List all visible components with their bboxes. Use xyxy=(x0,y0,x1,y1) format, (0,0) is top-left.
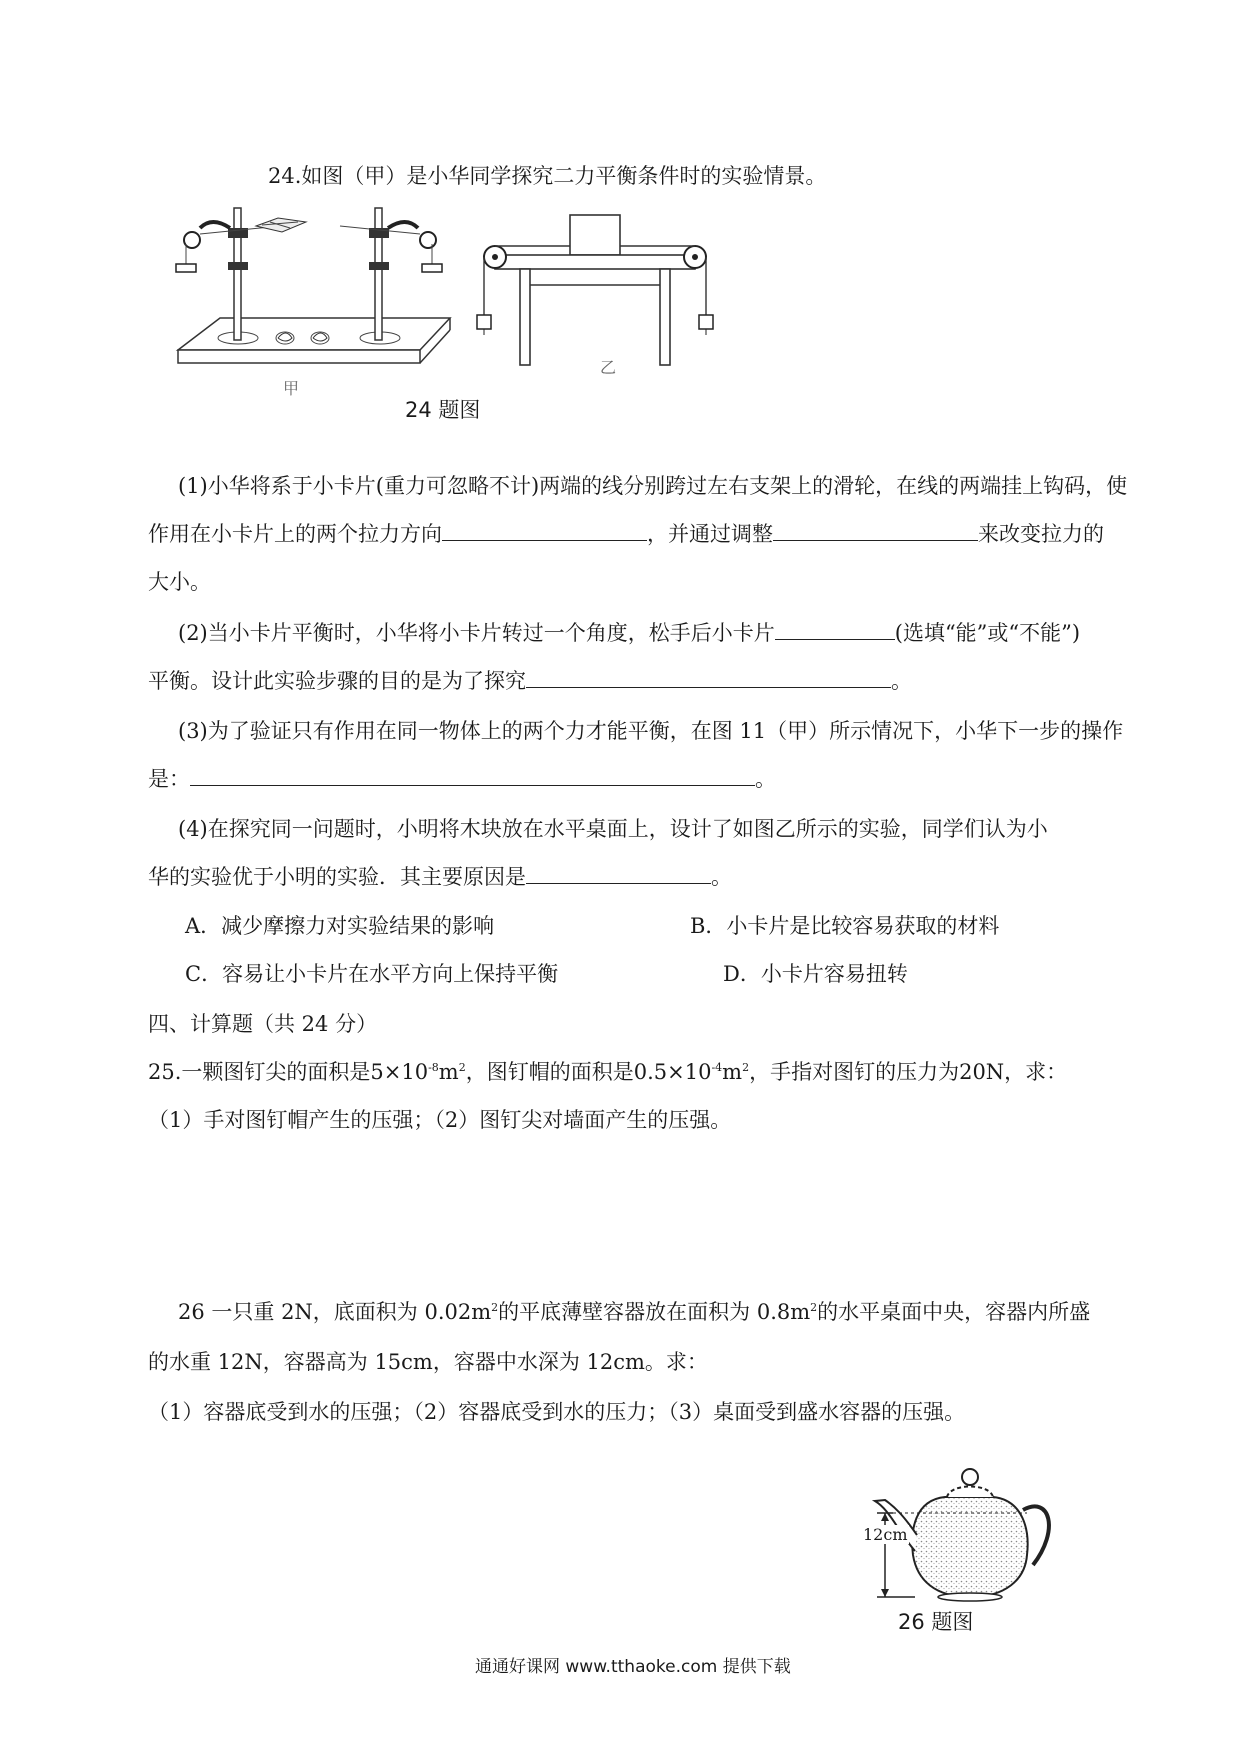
q24-p1-text-c: ，并通过调整 xyxy=(647,522,773,546)
q24-blank-3[interactable] xyxy=(775,619,895,640)
q24-blank-4[interactable] xyxy=(526,667,891,688)
q26-text-a: 26 一只重 2N，底面积为 0.02m xyxy=(178,1300,492,1324)
q24-option-c[interactable]: C．容易让小卡片在水平方向上保持平衡 xyxy=(185,962,559,986)
q25-exp-3: -4 xyxy=(711,1061,723,1074)
q25-text-d: m xyxy=(722,1060,743,1084)
q24-blank-5[interactable] xyxy=(190,765,755,786)
q24-p4-line2 xyxy=(148,861,732,891)
q24-p1-line1: (1)小华将系于小卡片(重力可忽略不计)两端的线分别跨过左右支架上的滑轮，在线的两端挂上钩码，使 xyxy=(178,474,1128,498)
footer-source[interactable]: 通通好课网 www.tthaoke.com 提供下载 xyxy=(475,1657,791,1677)
q25-exp-1: -8 xyxy=(428,1061,439,1074)
q24-p4-text-c: 。 xyxy=(711,865,732,889)
q24-p1-text-d: 来改变拉力的 xyxy=(978,522,1104,546)
q24-p3-line2 xyxy=(148,763,776,793)
q25-text-e: ，手指对图钉的压力为20N，求： xyxy=(749,1060,1068,1084)
q25-text-c: ，图钉帽的面积是0.5×10 xyxy=(465,1060,712,1084)
q24-p2-text-c: 平衡。设计此实验步骤的目的是为了探究 xyxy=(148,669,526,693)
q24-p1-line2 xyxy=(148,518,1104,548)
q24-p3-text-b: 是： xyxy=(148,767,190,791)
q24-p2-text-a: (2)当小卡片平衡时，小华将小卡片转过一个角度，松手后小卡片 xyxy=(178,621,775,645)
q24-p4-line1: (4)在探究同一问题时，小明将木块放在水平桌面上，设计了如图乙所示的实验，同学们认为小 xyxy=(178,817,1048,841)
q26-exp-2: 2 xyxy=(810,1301,818,1314)
q26-text-c: 的水平桌面中央，容器内所盛 xyxy=(817,1300,1091,1324)
q26-text-b: 的平底薄壁容器放在面积为 0.8m xyxy=(498,1300,811,1324)
q24-p2-text-b: (选填“能”或“不能”) xyxy=(894,621,1081,645)
q24-p3-text-c: 。 xyxy=(755,767,776,791)
figure-yi xyxy=(475,205,735,375)
q24-option-d[interactable]: D．小卡片容易扭转 xyxy=(723,962,908,986)
q24-option-b[interactable]: B．小卡片是比较容易获取的材料 xyxy=(690,914,1000,938)
q24-blank-2[interactable] xyxy=(773,520,978,541)
q25-text-b: m xyxy=(438,1060,459,1084)
q26-line2: 的水重 12N，容器高为 15cm，容器中水深为 12cm。求： xyxy=(148,1350,708,1374)
section-4-title: 四、计算题（共 24 分） xyxy=(148,1012,378,1036)
teapot-dimension-label: 12cm xyxy=(863,1525,908,1544)
q24-p1-line3: 大小。 xyxy=(148,570,211,594)
q26-line1 xyxy=(178,1296,1090,1326)
q25-exp-4: 2 xyxy=(742,1061,750,1074)
q26-line3: （1）容器底受到水的压强；（2）容器底受到水的压力；（3）桌面受到盛水容器的压强。 xyxy=(148,1400,966,1424)
q24-blank-6[interactable] xyxy=(526,863,711,884)
q24-blank-1[interactable] xyxy=(442,520,647,541)
q24-p4-text-b: 华的实验优于小明的实验．其主要原因是 xyxy=(148,865,526,889)
q25-line1 xyxy=(148,1056,1067,1086)
q25-text-a: 25.一颗图钉尖的面积是5×10 xyxy=(148,1060,429,1084)
q24-p2-line2 xyxy=(148,665,912,695)
q26-exp-1: 2 xyxy=(491,1301,499,1314)
q25-line2: （1）手对图钉帽产生的压强；（2）图钉尖对墙面产生的压强。 xyxy=(148,1108,732,1132)
q26-figure-caption: 26 题图 xyxy=(898,1610,974,1634)
q24-p2-text-d: 。 xyxy=(891,669,912,693)
q25-exp-2: 2 xyxy=(458,1061,466,1074)
q24-p2-line1 xyxy=(178,617,1080,647)
q24-figure-caption: 24 题图 xyxy=(405,398,481,422)
q24-title: 24.如图（甲）是小华同学探究二力平衡条件时的实验情景。 xyxy=(268,164,827,188)
q24-p1-text-b: 作用在小卡片上的两个拉力方向 xyxy=(148,522,442,546)
q24-p3-line1: (3)为了验证只有作用在同一物体上的两个力才能平衡，在图 11（甲）所示情况下，小华下一步的操作 xyxy=(178,719,1124,743)
q24-option-a[interactable]: A．减少摩擦力对实验结果的影响 xyxy=(185,914,495,938)
figure-yi-label: 乙 xyxy=(600,358,617,377)
figure-jia xyxy=(170,200,460,400)
figure-jia-label: 甲 xyxy=(283,379,300,398)
